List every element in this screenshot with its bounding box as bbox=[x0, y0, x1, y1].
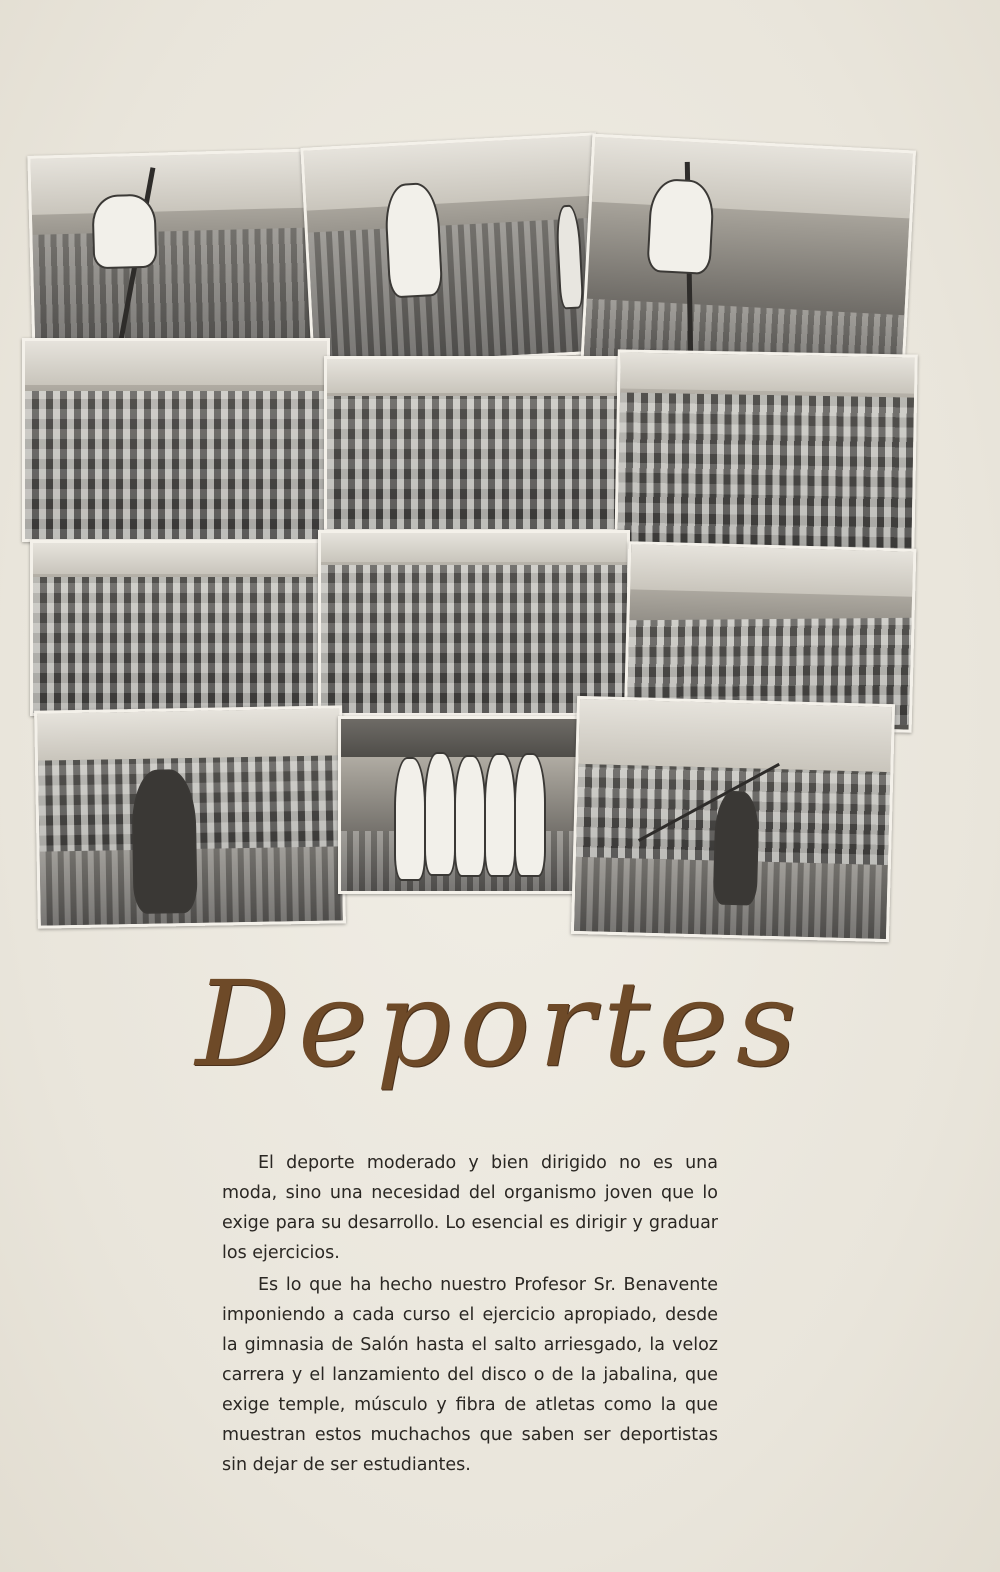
page-title: Deportes bbox=[195, 955, 805, 1093]
photo-gymnastics-3 bbox=[614, 349, 918, 560]
photo-javelin-throw bbox=[571, 696, 895, 942]
paragraph: El deporte moderado y bien dirigido no es una moda, sino una necesidad del organismo joven que lo exige para su desarrollo. Lo esencial es dirigir y graduar los ejercicios. bbox=[222, 1153, 718, 1263]
photo-gymnastics-4 bbox=[30, 540, 326, 716]
body-text bbox=[222, 1148, 718, 1482]
photo-runners-team bbox=[338, 716, 592, 894]
photo-discus-throw bbox=[34, 705, 346, 928]
photo-pole-vault-1 bbox=[27, 148, 330, 362]
photo-gymnastics-1 bbox=[22, 338, 330, 542]
paragraph: Es lo que ha hecho nuestro Profesor Sr. Benavente imponiendo a cada curso el ejercicio apropiado, desde la gimnasia de Salón hasta el salto arriesgado, la veloz carrera y el lanzamiento del disco o de la jabalina, que exige temple, músculo y fibra de atletas como la que muestran estos muchachos que saben ser deportistas sin dejar de ser estudiantes. bbox=[222, 1275, 718, 1475]
photo-gymnastics-2 bbox=[324, 356, 620, 532]
photo-gymnastics-5 bbox=[318, 530, 630, 716]
photo-long-jump bbox=[300, 132, 607, 368]
